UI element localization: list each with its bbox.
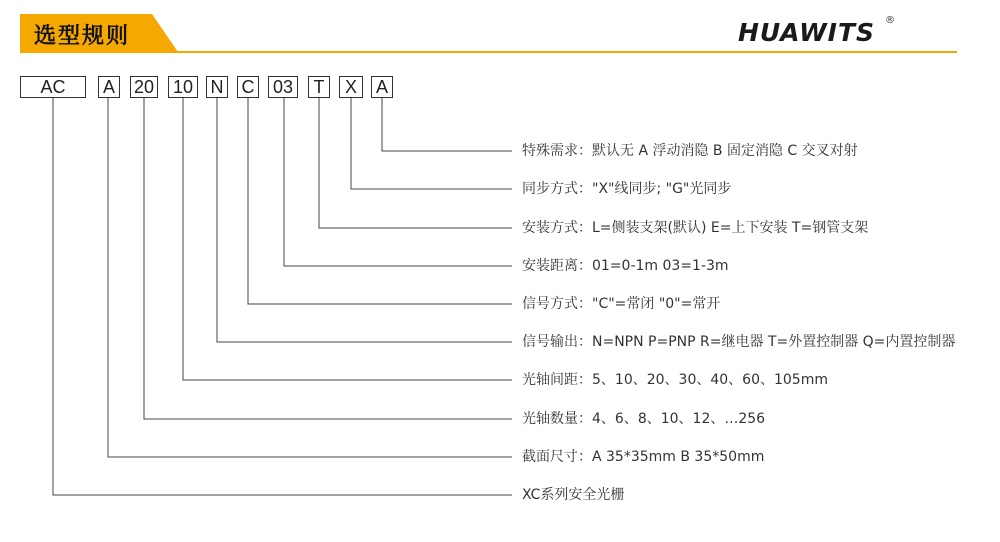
connector-section <box>108 98 512 457</box>
code-part-axis-spacing: 10 <box>168 76 198 98</box>
desc-axis-spacing: 光轴间距：5、10、20、30、40、60、105mm <box>522 372 828 388</box>
code-part-axis-count: 20 <box>130 76 158 98</box>
code-part-distance: 03 <box>268 76 298 98</box>
connector-mounting <box>319 98 512 228</box>
code-part-series: AC <box>20 76 86 98</box>
code-part-signal-mode: C <box>237 76 259 98</box>
code-part-mounting: T <box>308 76 330 98</box>
code-part-sync: X <box>339 76 363 98</box>
desc-section-size: 截面尺寸：A 35*35mm B 35*50mm <box>522 449 765 465</box>
connector-special <box>382 98 512 151</box>
connector-axis-count <box>144 98 512 419</box>
connector-signal-output <box>217 98 512 342</box>
desc-signal-output: 信号输出：N=NPN P=PNP R=继电器 T=外置控制器 Q=内置控制器 <box>522 334 956 350</box>
desc-mounting-mode: 安装方式：L=侧装支架(默认) E=上下安装 T=钢管支架 <box>522 220 869 236</box>
code-part-section: A <box>98 76 120 98</box>
desc-sync-mode: 同步方式："X"线同步; "G"光同步 <box>522 181 732 197</box>
code-part-special: A <box>371 76 393 98</box>
code-part-signal-output: N <box>206 76 228 98</box>
connector-sync <box>351 98 512 189</box>
registered-mark: ® <box>885 15 895 26</box>
desc-axis-count: 光轴数量：4、6、8、10、12、…256 <box>522 411 766 427</box>
desc-signal-mode: 信号方式："C"=常闭 "0"=常开 <box>522 296 721 312</box>
desc-install-distance: 安装距离：01=0-1m 03=1-3m <box>522 258 729 274</box>
desc-special-requirement: 特殊需求：默认无 A 浮动消隐 B 固定消隐 C 交叉对射 <box>522 143 858 159</box>
brand-logo: HUAWITS <box>738 18 876 47</box>
connector-axis-spacing <box>183 98 512 380</box>
page-title: 选型规则 <box>34 24 131 49</box>
desc-series: XC系列安全光栅 <box>522 487 625 503</box>
connector-distance <box>284 98 512 266</box>
connector-series <box>53 98 512 495</box>
connector-signal-mode <box>248 98 512 304</box>
